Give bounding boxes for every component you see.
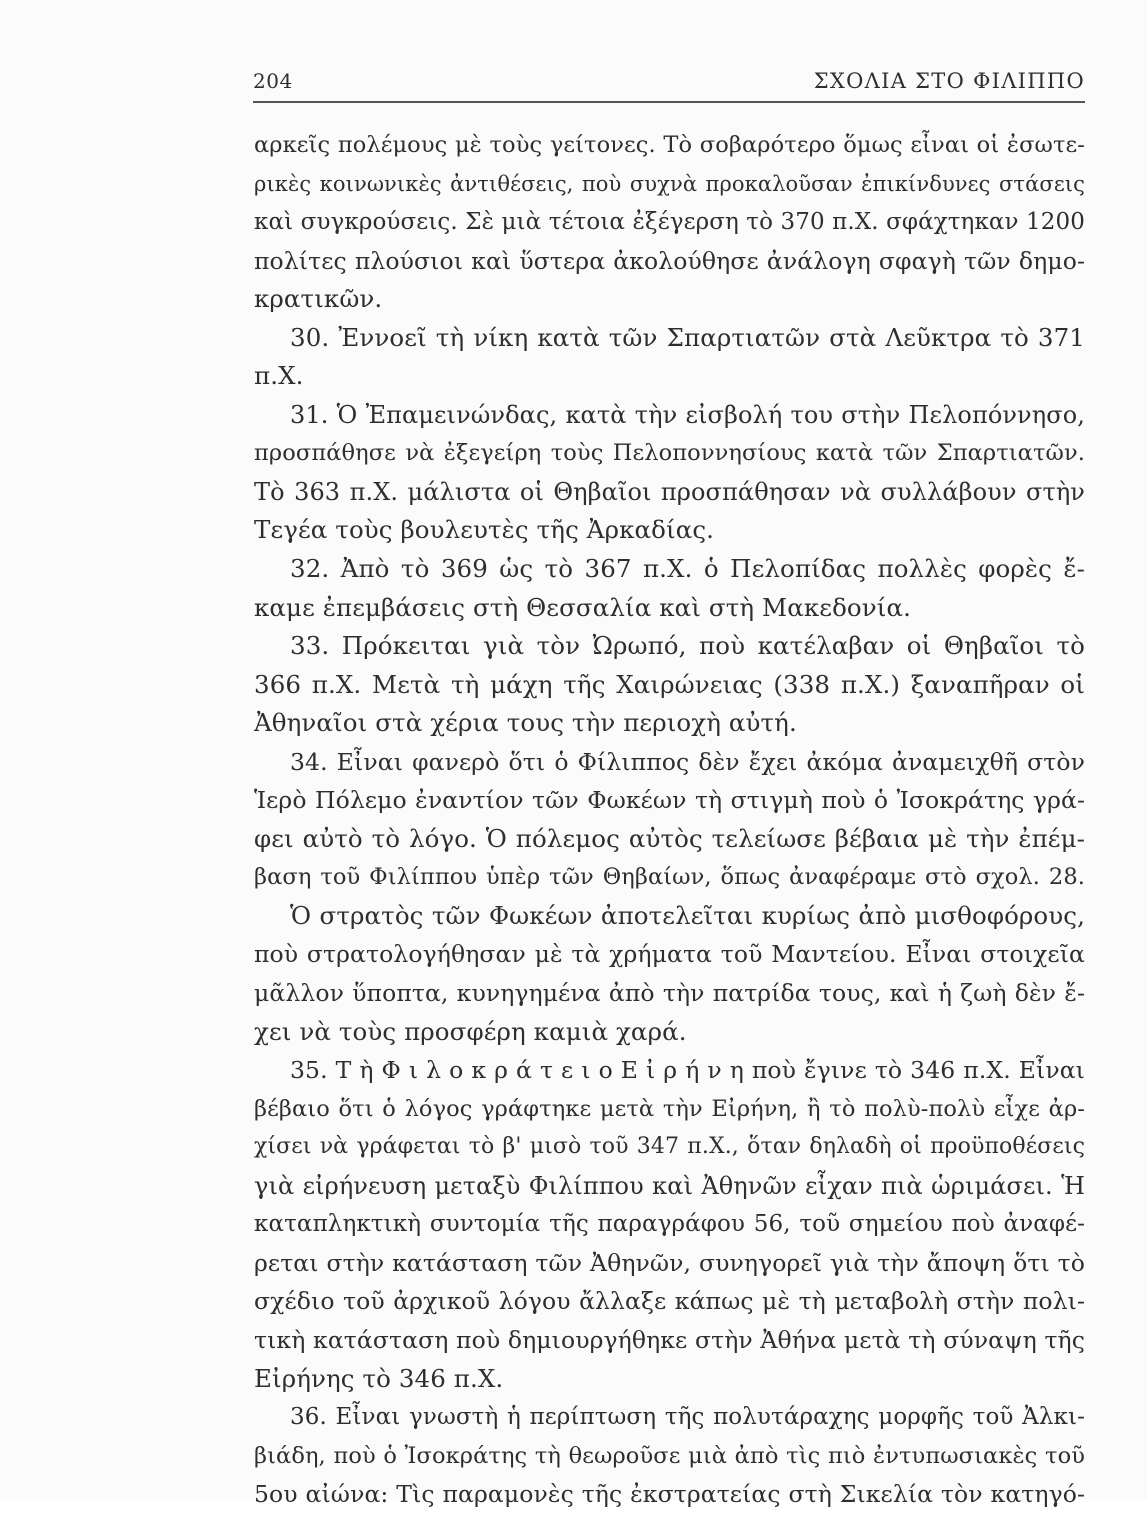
text-line: ποὺ στρατολογήθησαν μὲ τὰ χρήματα τοῦ Μαντείου. Εἶναι στοιχεῖα <box>254 940 1085 969</box>
text-line: καταπληκτικὴ συντομία τῆς παραγράφου 56, τοῦ σημείου ποὺ ἀναφέ- <box>254 1211 1085 1238</box>
note-32-start: 32. Ἀπὸ τὸ 369 ὡς τὸ 367 π.Χ. ὁ Πελοπίδας πολλὲς φορὲς ἔ- <box>290 554 1085 584</box>
text-line: Ὁ στρατὸς τῶν Φωκέων ἀποτελεῖται κυρίως ἀπὸ μισθοφόρους, <box>290 900 1085 930</box>
text-line: προσπάθησε νὰ ἐξεγείρη τοὺς Πελοποννησίους κατὰ τῶν Σπαρτιατῶν. <box>254 440 1085 467</box>
note-34-start: 34. Εἶναι φανερὸ ὅτι ὁ Φίλιππος δὲν ἔχει ἀκόμα ἀναμειχθῆ στὸν <box>290 747 1085 776</box>
text-line: χίσει νὰ γράφεται τὸ β' μισὸ τοῦ 347 π.Χ., ὅταν δηλαδὴ οἱ προϋποθέσεις <box>254 1134 1085 1160</box>
text-line: κρατικῶν. <box>254 284 383 314</box>
text-line: γιὰ εἰρήνευση μεταξὺ Φιλίππου καὶ Ἀθηνῶν εἶχαν πιὰ ὡριμάσει. Ἡ <box>254 1171 1085 1200</box>
text-line: πολίτες πλούσιοι καὶ ὕστερα ἀκολούθησε ἀνάλογη σφαγὴ τῶν δημο- <box>254 246 1085 275</box>
text-line: σχέδιο τοῦ ἀρχικοῦ λόγου ἄλλαξε κάπως μὲ τὴ μεταβολὴ στὴν πολι- <box>254 1287 1085 1316</box>
body-text <box>254 126 1085 1514</box>
text-line: ρικὲς κοινωνικὲς ἀντιθέσεις, ποὺ συχνὰ προκαλοῦσαν ἐπικίνδυνες στάσεις <box>254 171 1085 196</box>
text-line: βιάδη, ποὺ ὁ Ἰσοκράτης τὴ θεωροῦσε μιὰ ἀπὸ τὶς πιὸ ἐντυπωσιακὲς τοῦ <box>254 1442 1085 1469</box>
text-line: αρκεῖς πολέμους μὲ τοὺς γείτονες. Τὸ σοβαρότερο ὅμως εἶναι οἱ ἐσωτε- <box>254 132 1085 158</box>
text-line: Ἀθηναῖοι στὰ χέρια τους τὴν περιοχὴ αὐτή. <box>254 708 797 738</box>
text-line: π.Χ. <box>254 361 304 391</box>
text-line: Ἱερὸ Πόλεμο ἐναντίον τῶν Φωκέων τὴ στιγμὴ ποὺ ὁ Ἰσοκράτης γρά- <box>254 786 1085 815</box>
text-line: 366 π.Χ. Μετὰ τὴ μάχη τῆς Χαιρώνειας (338 π.Χ.) ξαναπῆραν οἱ <box>254 669 1085 699</box>
page-header <box>253 69 1085 103</box>
text-line: χει νὰ τοὺς προσφέρη καμιὰ χαρά. <box>254 1016 687 1046</box>
text-line: Εἰρήνης τὸ 346 π.Χ. <box>254 1363 504 1393</box>
text-line: Τὸ 363 π.Χ. μάλιστα οἱ Θηβαῖοι προσπάθησαν νὰ συλλάβουν στὴν <box>254 477 1085 506</box>
text-line: 5ου αἰώνα: Τὶς παραμονὲς τῆς ἐκστρατείας στὴ Σικελία τὸν κατηγό- <box>254 1480 1085 1509</box>
note-31-start: 31. Ὁ Ἐπαμεινώνδας, κατὰ τὴν εἰσβολή του στὴν Πελοπόννησο, <box>290 400 1085 429</box>
text-line: τικὴ κατάσταση ποὺ δημιουργήθηκε στὴν Ἀθήνα μετὰ τὴ σύναψη τῆς <box>254 1325 1085 1354</box>
note-30-start: 30. Ἐννοεῖ τὴ νίκη κατὰ τῶν Σπαρτιατῶν στὰ Λεῦκτρα τὸ 371 <box>290 322 1085 352</box>
note-35-start: 35. Τ ὴ Φ ι λ ο κ ρ ά τ ε ι ο Ε ἰ ρ ή ν η ποὺ ἔγινε τὸ 346 π.Χ. Εἶναι <box>290 1056 1085 1085</box>
text-line: ρεται στὴν κατάσταση τῶν Ἀθηνῶν, συνηγορεῖ γιὰ τὴν ἄποψη ὅτι τὸ <box>254 1248 1085 1277</box>
running-title: ΣΧΟΛΙΑ ΣΤΟ ΦΙΛΙΠΠΟ <box>813 69 1085 93</box>
text-line: Τεγέα τοὺς βουλευτὲς τῆς Ἀρκαδίας. <box>254 515 715 545</box>
text-line: φει αὐτὸ τὸ λόγο. Ὁ πόλεμος αὐτὸς τελείωσε βέβαια μὲ τὴν ἐπέμ- <box>254 823 1085 853</box>
note-36-start: 36. Εἶναι γνωστὴ ἡ περίπτωση τῆς πολυτάραχης μορφῆς τοῦ Ἀλκι- <box>290 1404 1085 1431</box>
page-number: 204 <box>253 69 293 93</box>
text-line: καὶ συγκρούσεις. Σὲ μιὰ τέτοια ἐξέγερση τὸ 370 π.Χ. σφάχτηκαν 1200 <box>254 209 1085 236</box>
text-line: μᾶλλον ὕποπτα, κυνηγημένα ἀπὸ τὴν πατρίδα τους, καὶ ἡ ζωὴ δὲν ἔ- <box>254 979 1085 1008</box>
text-line: βέβαιο ὅτι ὁ λόγος γράφτηκε μετὰ τὴν Εἰρήνη, ἢ τὸ πολὺ-πολὺ εἶχε ἀρ- <box>254 1095 1085 1122</box>
text-line: καμε ἐπεμβάσεις στὴ Θεσσαλία καὶ στὴ Μακεδονία. <box>254 592 912 622</box>
header-rule <box>253 101 1085 103</box>
note-33-start: 33. Πρόκειται γιὰ τὸν Ὠρωπό, ποὺ κατέλαβαν οἱ Θηβαῖοι τὸ <box>290 631 1085 661</box>
text-line: βαση τοῦ Φιλίππου ὑπὲρ τῶν Θηβαίων, ὅπως ἀναφέραμε στὸ σχολ. 28. <box>254 864 1085 891</box>
